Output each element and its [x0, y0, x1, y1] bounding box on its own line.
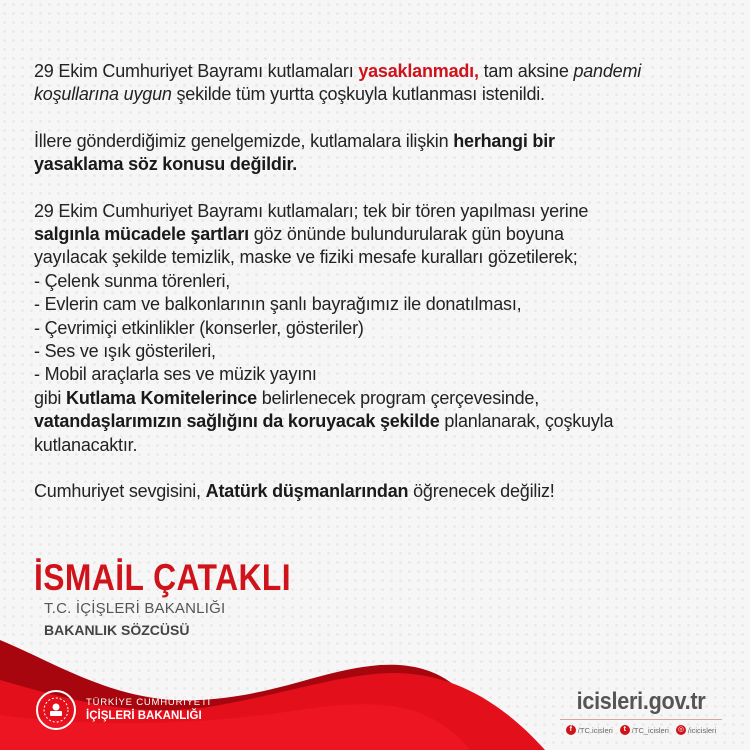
bold-text: Atatürk düşmanlarından: [205, 481, 409, 502]
italic-text: pandemi: [573, 61, 642, 81]
social-links: [560, 725, 722, 735]
line: [34, 83, 724, 106]
social-handle: /TC.icisleri: [577, 725, 613, 735]
bold-text: herhangi bir: [453, 130, 555, 151]
twitter-link[interactable]: [620, 725, 669, 735]
line: [34, 387, 724, 410]
ministry-line-2: İÇİŞLERİ BAKANLIĞI: [86, 710, 202, 722]
text: şekilde tüm yurtta çoşkuyla kutlanması istenildi.: [171, 84, 545, 105]
spokesperson-name: İSMAİL ÇATAKLI: [34, 557, 292, 598]
organization-name: T.C. İÇİŞLERİ BAKANLIĞI: [44, 600, 226, 617]
line: kutlanacaktır.: [34, 434, 138, 455]
text: gibi: [34, 387, 67, 408]
text: belirlenecek program çerçevesinde,: [256, 387, 540, 408]
line: [34, 153, 724, 176]
bold-text: salgınla mücadele şartları: [34, 224, 249, 245]
line: [34, 410, 724, 433]
instagram-link[interactable]: [676, 725, 716, 735]
bold-text: yasaklama söz konusu değildir.: [34, 154, 298, 175]
line: [34, 480, 724, 503]
website-link[interactable]: icisleri.gov.tr: [576, 688, 706, 715]
spokesperson-title: BAKANLIK SÖZCÜSÜ: [44, 622, 190, 638]
paragraph-3: [34, 200, 724, 457]
paragraph-4: [34, 480, 724, 503]
text: öğrenecek değiliz!: [408, 481, 555, 502]
paragraph-2: [34, 130, 724, 177]
text: göz önünde bulundurularak gün boyuna: [248, 224, 564, 245]
list-item: - Çelenk sunma törenleri,: [34, 270, 231, 291]
text: İllere gönderdiğimiz genelgemizde, kutlamalara ilişkin: [34, 130, 454, 151]
bold-text: vatandaşlarımızın sağlığını da koruyacak şekilde: [34, 411, 440, 432]
facebook-link[interactable]: [566, 725, 613, 735]
text: tam aksine: [478, 61, 574, 81]
list-item: - Evlerin cam ve balkonlarının şanlı bayrağımız ile donatılması,: [34, 294, 522, 315]
text: 29 Ekim Cumhuriyet Bayramı kutlamaları: [34, 61, 359, 81]
paragraph-1: [34, 60, 724, 107]
statement-body: [34, 60, 724, 527]
twitter-icon: t: [620, 725, 630, 735]
list-item: - Mobil araçlarla ses ve müzik yayını: [34, 364, 317, 385]
social-handle: /TC_icisleri: [631, 725, 669, 735]
signature-block: [34, 558, 333, 638]
ministry-line-1: TÜRKİYE CUMHURİYETİ: [86, 697, 211, 708]
line: [34, 60, 724, 83]
facebook-icon: f: [566, 725, 576, 735]
list-item: - Çevrimiçi etkinlikler (konserler, gösteriler): [34, 317, 364, 338]
ministry-emblem-icon: [36, 690, 76, 730]
bold-text: Kutlama Komitelerince: [66, 387, 257, 408]
italic-text: koşullarına uygun: [34, 84, 172, 105]
text: planlanarak, çoşkuyla: [439, 411, 614, 432]
text: Cumhuriyet sevgisini,: [34, 481, 206, 502]
divider: [560, 719, 722, 720]
ministry-logo: [36, 690, 211, 730]
line: yayılacak şekilde temizlik, maske ve fiziki mesafe kuralları gözetilerek;: [34, 247, 578, 268]
website-block: [560, 688, 722, 735]
list-item: - Ses ve ışık gösterileri,: [34, 341, 216, 362]
line: [34, 130, 724, 153]
line: 29 Ekim Cumhuriyet Bayramı kutlamaları; tek bir tören yapılması yerine: [34, 200, 589, 221]
line: [34, 223, 724, 246]
highlight-not-banned: yasaklanmadı,: [358, 61, 479, 81]
social-handle: /icicisleri: [687, 725, 717, 735]
instagram-icon: ◎: [677, 726, 684, 733]
